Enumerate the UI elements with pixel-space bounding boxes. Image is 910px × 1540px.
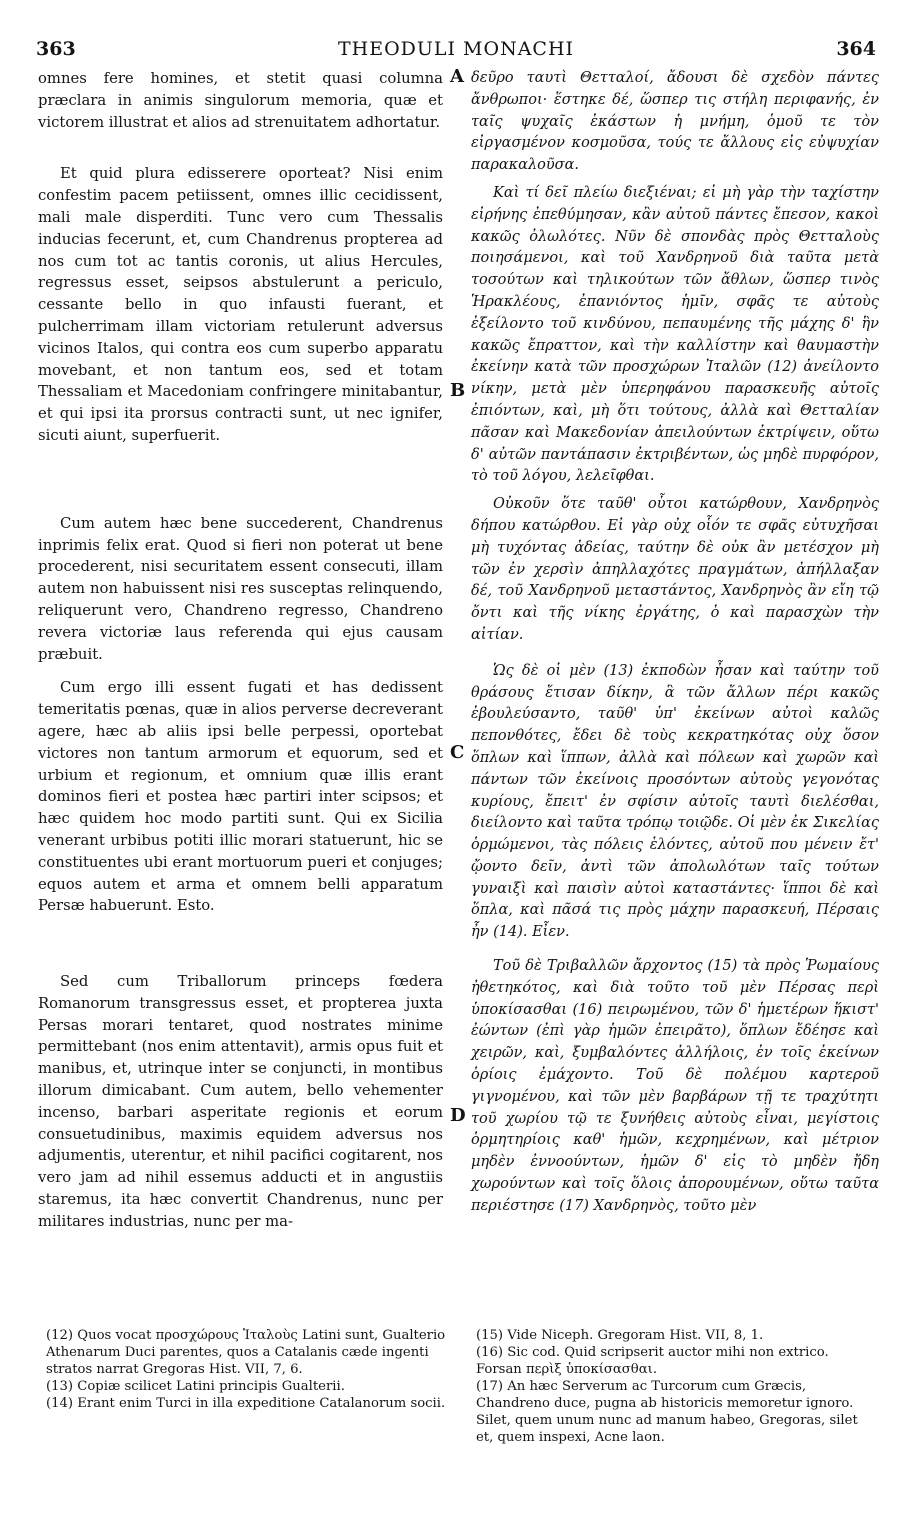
margin-letter-b: B	[450, 380, 466, 401]
latin-paragraph-5: Sed cum Triballorum princeps fœdera Romanorum transgressus esset, et propterea juxta Persas morari tentaret, quod nostrates minime permittebant (nos enim attentavit), armis opus fuit et manibus, et, utrinque inter se conjuncti, in montibus illorum dimicabant. Cum autem, bello vehementer incenso, barbari asperitate regionis et eorum consuetudinibus, maximis equidem adversus nos adjumentis, uterentur, et nihil pacifici cogitarent, nos vero jam ad nihil essemus adducti et in angustiis staremus, ita hæc convertit Chandrenus, nunc per militares industrias, nunc per ma-	[38, 973, 443, 1230]
greek-paragraph-1: δεῦρο ταυτὶ Θετταλοί, ἄδουσι δὲ σχεδὸν πάντες ἄνθρωποι· ἕστηκε δέ, ὥσπερ τις στήλη περιφανής, ἐν ταῖς ψυχαῖς ἑκάστων ἡ μνήμη, ὁμοῦ τε τὸν εἰργασμένον κοσμοῦσα, τούς τε ἄλλους εἰς εὐψυχίαν παρακαλοῦσα.	[471, 70, 879, 174]
page-number-left: 363	[36, 38, 76, 60]
greek-paragraph-5: Τοῦ δὲ Τριβαλλῶν ἄρχοντος (15) τὰ πρὸς Ῥωμαίους ἠθετηκότος, καὶ διὰ τοῦτο τοῦ μὲν Πέρσας περὶ ὑποκίσασθαι (16) πειρωμένου, τῶν δ' ἡμετέρων ἥκιστ' ἐώντων (ἐπὶ γὰρ ἡμῶν ἐπειρᾶτο), ὅπλων ἔδέησε καὶ χειρῶν, καὶ, ξυμβαλόντες ἀλλήλοις, ἐν τοῖς ἐκείνων ὁρίοις ἐμάχοντο. Τοῦ δὲ πολέμου καρτεροῦ γιγνομένου, καὶ τῶν μὲν βαρβάρων τῇ τε τραχύτητι τοῦ χωρίου τῷ τε ξυνήθεις αὐτοὺς εἶναι, μεγίστοις ὁρμητηρίοις καθ' ἡμῶν, κεχρημένων, καὶ μέτριον μηδὲν ἐννοούντων, ἡμῶν δ' εἰς τὸ μηδὲν ἤδη χωρούντων καὶ τοῖς ὅλοις ἀπορουμένων, οὕτω ταῦτα περιέστησε (17) Χανδρηνὸς, τοῦτο μὲν	[471, 958, 879, 1214]
latin-paragraph-2: Et quid plura edisserere oporteat? Nisi enim confestim pacem petiissent, omnes illic cecidissent, mali male disperditi. Tunc vero cum Thessalis inducias fecerunt, et, cum Chandrenus propterea ad nos cum tot ac tantis coronis, ut alius Hercules, regressus esset, seipsos abstulerunt a periculo, cessante bello in quo infausti fuerant, et pulcherrimam illam victoriam retulerunt adversus vicinos Italos, qui contra eos cum superbo apparatu movebant, et non tantum eos, sed et totam Thessaliam et Macedoniam confringere minitabantur, et qui ipsi ita prorsus contracti sunt, ut nec ignifer, sicuti aiunt, superfuerit.	[38, 165, 443, 444]
page-number-right: 364	[836, 38, 876, 60]
running-title: THEODULI MONACHI	[337, 38, 575, 60]
footnote-13: (13) Copiæ scilicet Latini principis Gualterii.	[46, 1379, 345, 1394]
greek-paragraph-2: Καὶ τί δεῖ πλείω διεξιέναι; εἰ μὴ γὰρ τὴν ταχίστην εἰρήνης ἐπεθύμησαν, κἂν αὐτοῦ πάντες ἔπεσον, κακοὶ κακῶς ὀλωλότες. Νῦν δὲ σπονδὰς πρὸς Θετταλοὺς ποιησάμενοι, καὶ τοῦ Χανδρηνοῦ διὰ ταῦτα μετὰ τοσούτων καὶ τηλικούτων τῶν ἄθλων, ὥσπερ τινὸς Ἡρακλέους, ἐπανιόντος ἡμῖν, σφᾶς τε αὐτοὺς ἐξείλοντο τοῦ κινδύνου, πεπαυμένης τῆς μάχης δ' ἣν κακῶς ἔπραττον, καὶ τὴν καλλίστην καὶ θαυμαστὴν ἐκείνην κατὰ τῶν προσχώρων Ἰταλῶν (12) ἀνείλοντο νίκην, μετὰ μὲν ὑπερηφάνου παρασκευῆς αὐτοῖς ἐπιόντων, καὶ, μὴ ὅτι τούτους, ἀλλὰ καὶ Θετταλίαν πᾶσαν καὶ Μακεδονίαν ἀπειλούντων ἐκτρίψειν, οὕτω δ' αὐτῶν παντάπασιν ἐκτριβέντων, ὡς μηδὲ πυρφόρον, τὸ τοῦ λόγου, λελεῖφθαι.	[471, 184, 879, 485]
footnote-16: (16) Sic cod. Quid scripserit auctor mihi non extrico. Forsan περὶξ ὑποκίσασθαι.	[476, 1345, 829, 1377]
footnote-12: (12) Quos vocat προσχώρους Ἰταλοὺς Latini sunt, Gualterio Athenarum Duci parentes, quos a Catalanis cæde ingenti stratos narrat Gregoras Hist. VII, 7, 6.	[46, 1328, 446, 1377]
latin-paragraph-3: Cum autem hæc bene succederent, Chandrenus inprimis felix erat. Quod si fieri non poterat ut bene procederent, nisi securitatem essent consecuti, illam autem non habuissent nisi res susceptas relinquendo, reliquerunt vero, Chandreno regresso, Chandreno revera victoriæ laus referenda qui ejus causam præbuit.	[38, 514, 443, 663]
margin-letter-a: A	[450, 66, 464, 87]
greek-paragraph-4: Ὡς δὲ οἱ μὲν (13) ἐκποδὼν ἦσαν καὶ ταύτην τοῦ θράσους ἔτισαν δίκην, ἃ τῶν ἄλλων πέρι κακῶς ἐβουλεύσαντο, ταῦθ' ὑπ' ἐκείνων αὐτοὶ καλῶς πεπονθότες, ἔδει δὲ τοὺς κεκρατηκότας οὐχ ὅσον ὅπλων καὶ ἵππων, ἀλλὰ καὶ πόλεων καὶ χωρῶν καὶ πάντων τῶν ἐκείνοις προσόντων αὐτοὺς γεγονότας κυρίους, ἔπειτ' ἐν σφίσιν αὐτοῖς ταυτὶ διελέσθαι, διείλοντο καὶ ταῦτα τρόπῳ τοιῷδε. Οἱ μὲν ἐκ Σικελίας ὁρμώμενοι, τὰς πόλεις ἑλόντες, αὐτοῦ που μένειν ἔτ' ᾤοντο δεῖν, ἀντὶ τῶν ἀπολωλότων ταῖς τούτων γυναιξὶ καὶ παισὶν αὐτοὶ καταστάντες· ἵπποι δὲ καὶ ὅπλα, καὶ πᾶσά τις πρὸς μάχην παρασκευή, Πέρσαις ἦν (14). Εἶεν.	[471, 662, 879, 941]
footnotes-left	[46, 1327, 446, 1412]
margin-letter-d: D	[450, 1105, 466, 1126]
latin-paragraph-1: omnes fere homines, et stetit quasi columna præclara in animis singulorum memoria, quæ et victorem illustrat et alios ad strenuitatem adhortatur.	[38, 70, 443, 131]
latin-paragraph-4: Cum ergo illi essent fugati et has dedissent temeritatis pœnas, quæ in alios perverse decreverant agere, hæc ab aliis ipsi belle perpessi, oportebat victores non tantum armorum et equorum, sed et urbium et regionum, et omnium quæ illis erant dominos fieri et postea hæc partiri inter scipsos; et hæc quidem hoc modo partiti sunt. Qui ex Sicilia venerant urbibus potiti illic morari statuerunt, hic se constituentes ubi erant mortuorum pueri et conjuges; equos autem et arma et omnem belli apparatum Persæ habuerunt. Esto.	[38, 679, 443, 915]
footnotes-right	[476, 1327, 876, 1446]
footnote-15: (15) Vide Niceph. Gregoram Hist. VII, 8, 1.	[476, 1328, 764, 1343]
running-header	[36, 38, 876, 64]
latin-column	[38, 68, 443, 1233]
greek-column	[471, 68, 879, 1218]
margin-letter-c: C	[450, 742, 465, 763]
footnote-17: (17) An hæc Serverum ac Turcorum cum Græcis, Chandreno duce, pugna ab historicis memoretur ignoro. Silet, quem unum nunc ad manum habeo, Gregoras, silet et, quem inspexi, Acne laon.	[476, 1379, 858, 1445]
footnote-14: (14) Erant enim Turci in illa expeditione Catalanorum socii.	[46, 1396, 446, 1411]
greek-paragraph-3: Οὐκοῦν ὅτε ταῦθ' οὗτοι κατώρθουν, Χανδρηνὸς δήπου κατώρθου. Εἰ γὰρ οὐχ οἷόν τε σφᾶς εὐτυχῆσαι μὴ τυχόντας ἀδείας, ταύτην δὲ οὐκ ἂν μετέσχον μὴ τῶν ἐν χερσὶν ἀπηλλαχότες πραγμάτων, ἀπήλλαξαν δέ, τοῦ Χανδρηνοῦ μεταστάντος, Χανδρηνὸς ἂν εἴη τῷ ὄντι καὶ τῆς νίκης ἐργάτης, ὁ καὶ παρασχὼν τὴν αἰτίαν.	[471, 496, 879, 643]
